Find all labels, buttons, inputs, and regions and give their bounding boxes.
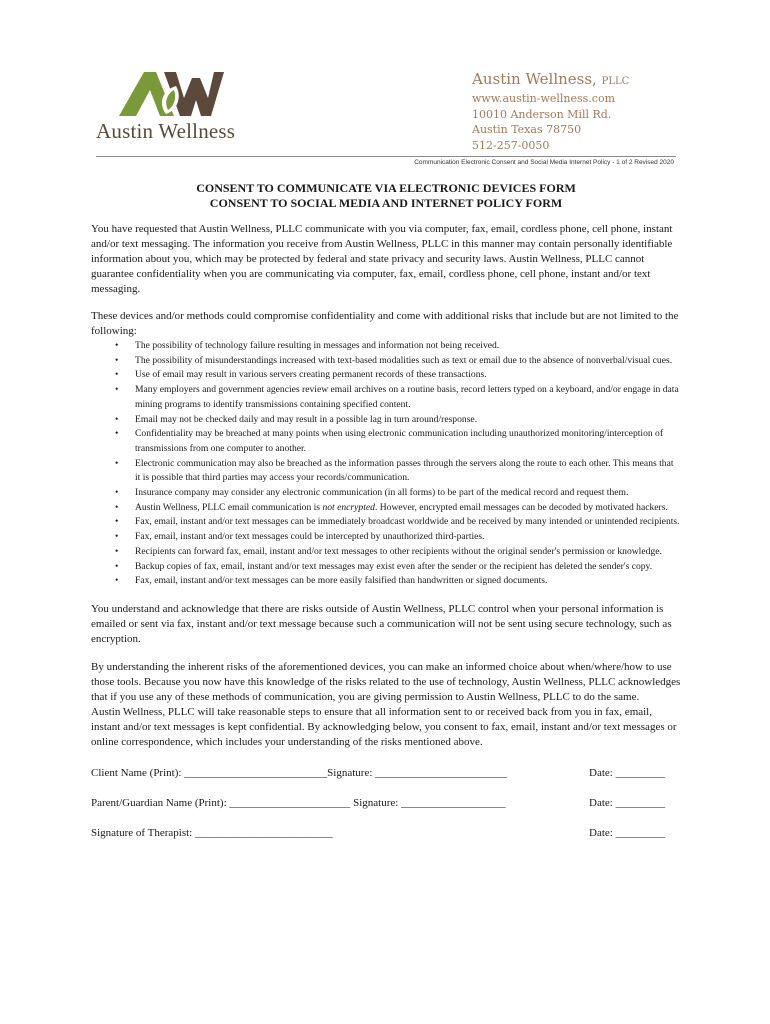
intro-paragraph: You have requested that Austin Wellness, PLLC communicate with you via computer, fax, email, cordless phone, cell phone, instant and/or text messaging. The information you receive from Austin Wellness, PLLC in this manner may contain personally identifiable information about you, which may be protected by federal and state privacy and security laws. Austin Wellness, PLLC cannot guarantee confidentiality when you are communicating via computer, fax, email, cordless phone, cell phone, instant and/or text messaging. — [91, 223, 673, 295]
revision-note: Communication Electronic Consent and Social Media Internet Policy - 1 of 2 Revised 2020 — [414, 159, 674, 166]
bullet-icon: • — [115, 560, 119, 572]
risk-text: Backup copies of fax, email, instant and/or text messages may exist even after the sender or the recipient has deleted the sender's copy. — [135, 560, 653, 572]
risk-text: The possibility of misunderstandings increased with text-based modalities such as text or email due to the absence of nonverbal/visual cues. — [135, 354, 673, 366]
bullet-icon: • — [115, 487, 119, 499]
bullet-icon: • — [115, 428, 119, 440]
bullet-icon: • — [115, 501, 119, 513]
risk-text-after: . However, encrypted email messages can be decoded by motivated hackers. — [374, 501, 668, 513]
phone-number: 512-257-0050 — [472, 138, 550, 152]
risk-text: Electronic communication may also be breached as the information passes through the servers along the route to each other. This means that it is possible that third parties may access your records/communication. — [135, 457, 674, 484]
company-suffix: PLLC — [601, 76, 630, 87]
therapist-date-field[interactable]: Date: _________ — [589, 826, 666, 839]
list-item — [115, 413, 681, 428]
form-body — [91, 181, 681, 857]
header-divider — [96, 156, 676, 157]
bullet-icon: • — [115, 575, 119, 587]
bullet-icon: • — [115, 413, 119, 425]
risks-list — [115, 339, 681, 589]
risk-text: Fax, email, instant and/or text messages can be more easily falsified than handwritten or signed documents. — [135, 575, 548, 587]
risk-emphasis: not encrypted — [322, 501, 375, 513]
list-item — [115, 501, 681, 516]
list-item — [115, 574, 681, 589]
signature-section — [91, 767, 681, 842]
risk-text: Recipients can forward fax, email, instant and/or text messages to other recipients without the original sender's permission or knowledge. — [135, 545, 662, 557]
bullet-icon: • — [115, 531, 119, 543]
risks-intro: These devices and/or methods could compromise confidentiality and come with additional risks that include but are not limited to the following: — [91, 310, 679, 337]
list-item — [115, 383, 681, 412]
bullet-icon: • — [115, 457, 119, 469]
list-item — [115, 486, 681, 501]
acknowledge-paragraph: You understand and acknowledge that there are risks outside of Austin Wellness, PLLC control when your personal information is emailed or sent via fax, instant and/or text message because such a communication will not be sent using secure technology, such as encryption. — [91, 602, 672, 645]
list-item — [115, 427, 681, 456]
risk-text: Use of email may result in various servers creating permanent records of these transactions. — [135, 369, 487, 381]
bullet-icon: • — [115, 369, 119, 381]
guardian-name-signature-field[interactable]: Parent/Guardian Name (Print): ______________________ Signature: ___________________ — [91, 796, 506, 809]
client-date-field[interactable]: Date: _________ — [589, 766, 666, 779]
website-link[interactable]: www.austin-wellness.com — [472, 92, 616, 105]
risk-text: Insurance company may consider any electronic communication (in all forms) to be part of the medical record and request them. — [135, 487, 629, 499]
list-item — [115, 545, 681, 560]
guardian-signature-row — [91, 797, 681, 812]
risk-text: Email may not be checked daily and may result in a possible lag in turn around/response. — [135, 413, 478, 425]
list-item — [115, 457, 681, 486]
risk-text: The possibility of technology failure resulting in messages and information not being received. — [135, 340, 500, 351]
address-line-1: 10010 Anderson Mill Rd. — [472, 107, 612, 121]
form-title-line-2: CONSENT TO SOCIAL MEDIA AND INTERNET POLICY FORM — [209, 195, 563, 210]
bullet-icon: • — [115, 516, 119, 528]
risk-text: Fax, email, instant and/or text messages can be immediately broadcast worldwide and be received by many intended or unintended recipients. — [135, 516, 680, 528]
guardian-date-field[interactable]: Date: _________ — [589, 796, 666, 809]
list-item — [115, 368, 681, 383]
bullet-icon: • — [115, 354, 119, 366]
informed-choice-paragraph: By understanding the inherent risks of the aforementioned devices, you can make an informed choice about when/where/how to use those tools. Because you now have this knowledge of the risks related to the use of technology, Austin Wellness, PLLC acknowledges that if you use any of these methods of communication, you are giving permission to Austin Wellness, PLLC to do the same. — [91, 660, 681, 703]
risk-text: Fax, email, instant and/or text messages could be intercepted by unauthorized third-parties. — [135, 531, 485, 543]
therapist-signature-row — [91, 827, 681, 842]
therapist-signature-field[interactable]: Signature of Therapist: _________________________ — [91, 826, 333, 839]
risk-text: Many employers and government agencies review email archives on a routine basis, record letters typed on a keyboard, and/or engage in data mining programs to identify transmissions containing specified content. — [135, 384, 679, 410]
bullet-icon: • — [115, 545, 119, 557]
reasonable-steps-paragraph: Austin Wellness, PLLC will take reasonable steps to ensure that all information sent to or received back from you in fax, email, instant and/or text messages is kept confidential. By acknowledging below, you consent to fax, email, instant and/or text messages or online correspondence, which includes your understanding of the risks mentioned above. — [91, 705, 677, 748]
form-title-line-1: CONSENT TO COMMUNICATE VIA ELECTRONIC DEVICES FORM — [196, 181, 576, 195]
company-name-text: Austin Wellness, — [472, 70, 597, 88]
contact-block — [472, 70, 712, 153]
risk-text: Confidentiality may be breached at many points when using electronic communication including unauthorized monitoring/interception of transmissions from one computer to another. — [135, 428, 664, 454]
logo-wordmark: Austin Wellness — [96, 119, 236, 143]
list-item — [115, 530, 681, 545]
aw-leaf-logo-icon — [116, 72, 224, 118]
austin-wellness-logo — [96, 72, 256, 142]
company-name — [472, 70, 712, 91]
list-item — [115, 515, 681, 530]
client-name-signature-field[interactable]: Client Name (Print): __________________________Signature: ________________________ — [91, 766, 508, 779]
bullet-icon: • — [115, 340, 119, 351]
list-item — [115, 354, 681, 369]
client-signature-row — [91, 767, 681, 782]
list-item — [115, 560, 681, 575]
bullet-icon: • — [115, 384, 119, 396]
address-line-2: Austin Texas 78750 — [472, 123, 582, 136]
list-item — [115, 339, 681, 354]
risk-text-before: Austin Wellness, PLLC email communication is — [135, 501, 323, 513]
